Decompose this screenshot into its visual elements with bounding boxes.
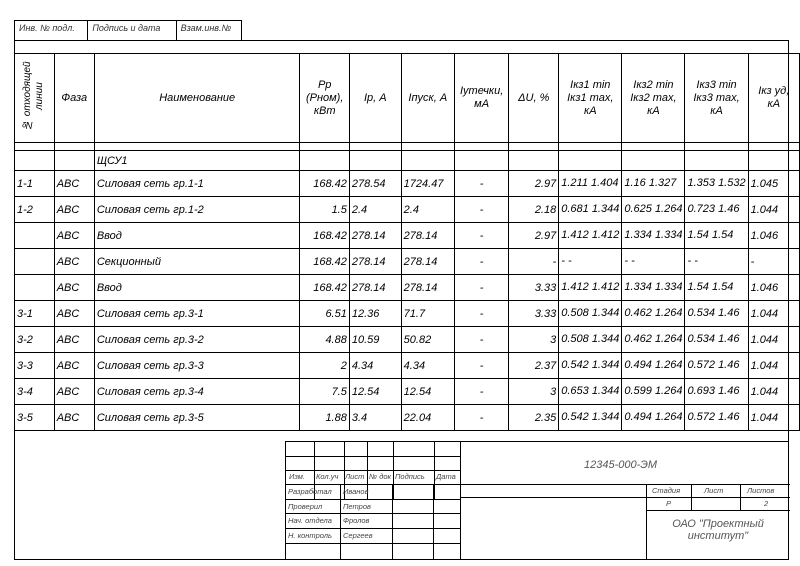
header-ikud: Iкз уд, кА — [748, 54, 799, 143]
cell-ik3: 0.723 1.46 — [685, 197, 748, 223]
title-block-line — [286, 484, 460, 485]
title-block-line — [434, 442, 435, 500]
table-row — [15, 379, 800, 405]
cell-phase: ABC — [54, 327, 94, 353]
header-row — [15, 54, 800, 143]
cell-ipusk: 4.34 — [401, 353, 454, 379]
table-row — [15, 405, 800, 431]
title-block-line — [286, 543, 460, 544]
cell-ikud: 1.044 — [748, 405, 799, 431]
cell-ikud: 1.044 — [748, 197, 799, 223]
cell-ip: 278.54 — [349, 171, 401, 197]
table-row — [15, 327, 800, 353]
stage-value: Р — [666, 499, 672, 508]
header-ik3: Iкз3 min Iкз3 max, кА — [685, 54, 748, 143]
cell-ip: 278.14 — [349, 223, 401, 249]
header-ip: Iр, А — [349, 54, 401, 143]
top-stamp — [14, 20, 242, 40]
title-block-line — [740, 484, 741, 510]
cell-du: - — [509, 249, 559, 275]
cell-ip: 2.4 — [349, 197, 401, 223]
cell-ik1: 1.211 1.404 — [559, 171, 622, 197]
title-block-line — [691, 484, 692, 510]
cell-ik1: 0.681 1.344 — [559, 197, 622, 223]
cell-ileak: - — [454, 353, 508, 379]
title-role: Проверил — [288, 501, 323, 511]
cell-ik2: 0.462 1.264 — [622, 327, 685, 353]
cell-ik3: 0.693 1.46 — [685, 379, 748, 405]
cell-pp: 168.42 — [300, 275, 349, 301]
cell-ikud: 1.046 — [748, 223, 799, 249]
title-block-line — [646, 484, 647, 560]
cell-ik1: 0.508 1.344 — [559, 301, 622, 327]
cell-name: Силовая сеть гр.3-1 — [94, 301, 300, 327]
cell-ikud: 1.044 — [748, 353, 799, 379]
table-row — [15, 223, 800, 249]
section-row — [15, 151, 800, 171]
header-ileak: Iутечки, мА — [454, 54, 508, 143]
cell-ileak: - — [454, 379, 508, 405]
sheets-label: Листов — [747, 486, 775, 495]
cell-phase: ABC — [54, 275, 94, 301]
cell-name: Ввод — [94, 223, 300, 249]
cell-name: Силовая сеть гр.3-5 — [94, 405, 300, 431]
header-ik1: Iкз1 min Iкз1 max, кА — [559, 54, 622, 143]
title-block-line — [392, 484, 393, 560]
title-block — [285, 441, 789, 560]
title-block-line — [433, 484, 434, 560]
cell-ik2: 1.334 1.334 — [622, 223, 685, 249]
cell-ik2: 0.625 1.264 — [622, 197, 685, 223]
cell-ik2: 1.16 1.327 — [622, 171, 685, 197]
header-du: ΔU, % — [509, 54, 559, 143]
cell-ik1: 1.412 1.412 — [559, 275, 622, 301]
cell-ik2: 0.494 1.264 — [622, 405, 685, 431]
cell-name: Силовая сеть гр.3-2 — [94, 327, 300, 353]
title-role: Нач. отдела — [288, 516, 332, 525]
cell-pp: 1.5 — [300, 197, 349, 223]
stamp-inv-no: Инв. № подл. — [15, 21, 88, 40]
cell-ileak: - — [454, 171, 508, 197]
cell-pp: 168.42 — [300, 223, 349, 249]
title-col-header: Кол.уч — [316, 472, 339, 481]
cell-ik2: 0.599 1.264 — [622, 379, 685, 405]
cell-ik1: 0.653 1.344 — [559, 379, 622, 405]
cell-phase: ABC — [54, 379, 94, 405]
cell-ik3: 1.54 1.54 — [685, 275, 748, 301]
cell-line: 1-2 — [15, 197, 55, 223]
cell-ikud: 1.044 — [748, 327, 799, 353]
title-col-header: Изм. — [289, 472, 305, 481]
title-name: Петров — [343, 501, 371, 511]
cell-ipusk: 50.82 — [401, 327, 454, 353]
cell-ip: 4.34 — [349, 353, 401, 379]
cell-name: Силовая сеть гр.1-1 — [94, 171, 300, 197]
cell-ikud: - — [748, 249, 799, 275]
cell-ileak: - — [454, 327, 508, 353]
table-row — [15, 171, 800, 197]
cell-phase: ABC — [54, 249, 94, 275]
title-col-header: Дата — [436, 472, 456, 481]
table-row — [15, 249, 800, 275]
cell-ik1: 0.542 1.344 — [559, 353, 622, 379]
cell-ileak: - — [454, 275, 508, 301]
stage-label: Стадия — [652, 486, 681, 495]
title-block-line — [340, 484, 341, 560]
header-name: Наименование — [94, 54, 300, 143]
cell-du: 3 — [509, 327, 559, 353]
title-role: Разработал — [288, 487, 332, 496]
cell-ikud: 1.045 — [748, 171, 799, 197]
cell-ikud: 1.044 — [748, 301, 799, 327]
cell-name: Силовая сеть гр.3-4 — [94, 379, 300, 405]
cell-name: Силовая сеть гр.3-3 — [94, 353, 300, 379]
title-block-line — [286, 470, 460, 471]
cell-ik1: 1.412 1.412 — [559, 223, 622, 249]
cell-ipusk: 278.14 — [401, 275, 454, 301]
cell-pp: 2 — [300, 353, 349, 379]
cell-ip: 12.36 — [349, 301, 401, 327]
header-pp: Рр (Рном), кВт — [300, 54, 349, 143]
cell-ik3: 1.54 1.54 — [685, 223, 748, 249]
header-ipusk: Iпуск, А — [401, 54, 454, 143]
cell-du: 2.18 — [509, 197, 559, 223]
cell-phase: ABC — [54, 353, 94, 379]
cell-line: 3-5 — [15, 405, 55, 431]
cell-du: 3.33 — [509, 275, 559, 301]
sheets-value: 2 — [764, 499, 769, 508]
cell-line — [15, 275, 55, 301]
header-line-no: № отходящей линии — [15, 54, 55, 143]
cell-ileak: - — [454, 405, 508, 431]
table-row — [15, 275, 800, 301]
cell-pp: 7.5 — [300, 379, 349, 405]
table-row — [15, 197, 800, 223]
cell-ik1: 0.508 1.344 — [559, 327, 622, 353]
cell-phase: ABC — [54, 223, 94, 249]
sheet-label: Лист — [704, 486, 724, 495]
cell-pp: 168.42 — [300, 249, 349, 275]
cell-line: 3-4 — [15, 379, 55, 405]
cell-pp: 168.42 — [300, 171, 349, 197]
cell-ileak: - — [454, 249, 508, 275]
cell-ip: 10.59 — [349, 327, 401, 353]
cell-line — [15, 249, 55, 275]
cell-ik1: 0.542 1.344 — [559, 405, 622, 431]
title-block-line — [286, 499, 460, 500]
cell-ik3: 0.572 1.46 — [685, 353, 748, 379]
cell-line: 3-1 — [15, 301, 55, 327]
title-col-header: Лист — [345, 472, 365, 481]
cell-pp: 1.88 — [300, 405, 349, 431]
cell-name: Ввод — [94, 275, 300, 301]
cell-ip: 278.14 — [349, 275, 401, 301]
cell-du: 2.97 — [509, 171, 559, 197]
cell-ipusk: 71.7 — [401, 301, 454, 327]
cell-name: Силовая сеть гр.1-2 — [94, 197, 300, 223]
cell-ik1: - - — [559, 249, 622, 275]
cell-ipusk: 278.14 — [401, 223, 454, 249]
cell-du: 2.37 — [509, 353, 559, 379]
title-block-line — [460, 442, 461, 560]
cell-phase: ABC — [54, 301, 94, 327]
cell-ik2: 1.334 1.334 — [622, 275, 685, 301]
title-block-line — [393, 442, 394, 500]
cell-ipusk: 22.04 — [401, 405, 454, 431]
cell-ik2: - - — [622, 249, 685, 275]
cell-ip: 12.54 — [349, 379, 401, 405]
cell-du: 3 — [509, 379, 559, 405]
header-phase: Фаза — [54, 54, 94, 143]
title-block-line — [286, 513, 460, 514]
cell-line — [15, 223, 55, 249]
cell-ik3: 0.572 1.46 — [685, 405, 748, 431]
table-row — [15, 301, 800, 327]
cell-line: 3-2 — [15, 327, 55, 353]
cell-ikud: 1.044 — [748, 379, 799, 405]
cell-line: 1-1 — [15, 171, 55, 197]
cell-ip: 278.14 — [349, 249, 401, 275]
cell-phase: ABC — [54, 405, 94, 431]
load-calculation-table — [14, 53, 800, 431]
cell-line: 3-3 — [15, 353, 55, 379]
cell-ikud: 1.046 — [748, 275, 799, 301]
cell-ik2: 0.494 1.264 — [622, 353, 685, 379]
table-row — [15, 353, 800, 379]
organization-name: ОАО "Проектный институт" — [672, 518, 764, 542]
title-name: Фролов — [343, 516, 370, 525]
title-name: Сергеев — [343, 530, 373, 540]
cell-du: 2.35 — [509, 405, 559, 431]
cell-ileak: - — [454, 301, 508, 327]
title-block-line — [646, 510, 790, 511]
section-title: ЩСУ1 — [94, 151, 300, 171]
cell-phase: ABC — [54, 171, 94, 197]
cell-ileak: - — [454, 197, 508, 223]
doc-code: 12345-000-ЭМ — [584, 459, 658, 471]
title-role: Н. контроль — [288, 530, 332, 540]
cell-ip: 3.4 — [349, 405, 401, 431]
title-col-header: Подпись — [395, 472, 425, 481]
cell-ik3: 0.534 1.46 — [685, 327, 748, 353]
cell-ik3: - - — [685, 249, 748, 275]
cell-ipusk: 2.4 — [401, 197, 454, 223]
stamp-signature-date: Подпись и дата — [88, 21, 176, 40]
cell-ik2: 0.462 1.264 — [622, 301, 685, 327]
cell-du: 2.97 — [509, 223, 559, 249]
cell-ipusk: 278.14 — [401, 249, 454, 275]
cell-name: Секционный — [94, 249, 300, 275]
cell-ipusk: 1724.47 — [401, 171, 454, 197]
cell-ipusk: 12.54 — [401, 379, 454, 405]
cell-phase: ABC — [54, 197, 94, 223]
cell-pp: 4.88 — [300, 327, 349, 353]
cell-ik3: 0.534 1.46 — [685, 301, 748, 327]
cell-ileak: - — [454, 223, 508, 249]
header-ik2: Iкз2 min Iкз2 max, кА — [622, 54, 685, 143]
title-name: Иванов — [343, 487, 369, 496]
title-block-line — [286, 528, 460, 529]
cell-pp: 6.51 — [300, 301, 349, 327]
title-col-header: № док — [369, 472, 392, 481]
stamp-replaced-inv: Взам.инв.№ — [180, 23, 232, 33]
cell-du: 3.33 — [509, 301, 559, 327]
title-block-line — [286, 456, 460, 457]
cell-ik3: 1.353 1.532 — [685, 171, 748, 197]
